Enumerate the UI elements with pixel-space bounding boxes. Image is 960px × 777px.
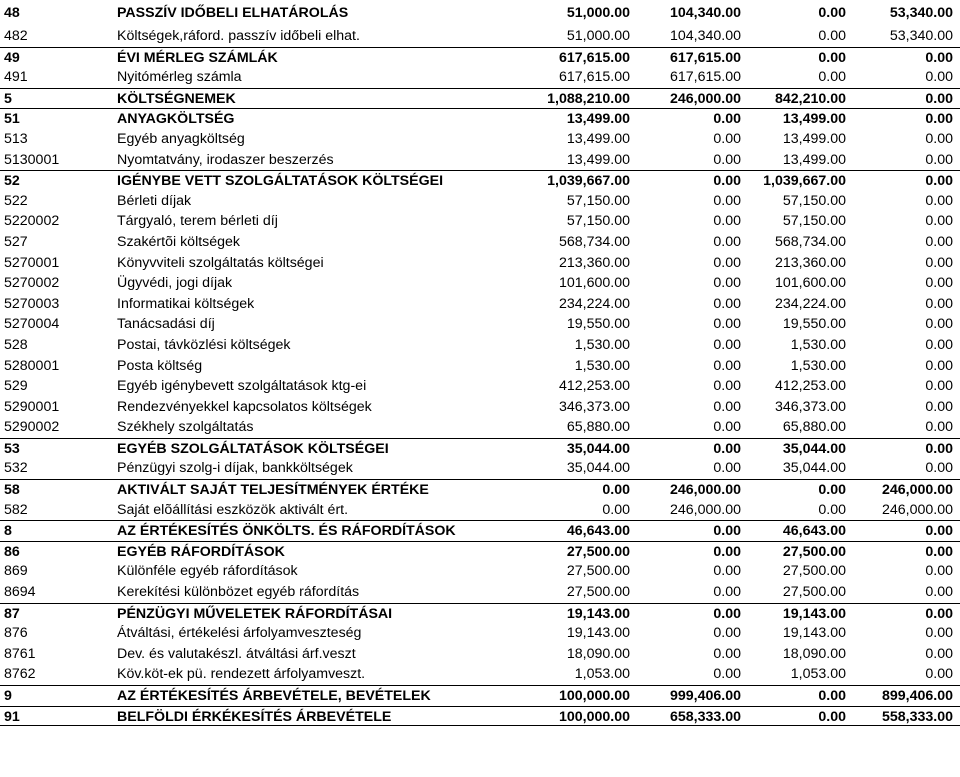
amount-col-4: 0.00 [925,69,953,86]
account-code: 876 [4,625,28,642]
amount-col-1: 213,360.00 [558,254,630,271]
table-row-group [0,108,960,129]
amount-col-4: 0.00 [925,336,953,353]
amount-col-3: 13,499.00 [782,111,846,128]
amount-col-2: 0.00 [713,357,741,374]
amount-col-2: 0.00 [713,316,741,333]
amount-col-4: 53,340.00 [889,5,953,21]
amount-col-2: 0.00 [713,192,741,209]
account-name: PASSZÍV IDŐBELI ELHATÁROLÁS [117,5,349,21]
account-name: Köv.köt-ek pü. rendezett árfolyamveszt. [117,666,366,683]
account-code: 5 [4,90,12,107]
amount-col-1: 18,090.00 [566,645,630,662]
account-name: Székhely szolgáltatás [117,419,254,436]
amount-col-3: 35,044.00 [782,440,846,457]
amount-col-1: 57,150.00 [566,192,630,209]
amount-col-2: 0.00 [713,173,741,190]
account-name: IGÉNYBE VETT SZOLGÁLTATÁSOK KÖLTSÉGEI [117,173,444,190]
account-name: Nyitómérleg számla [117,69,242,86]
amount-col-1: 19,143.00 [566,625,630,642]
table-row [0,253,960,274]
account-name: PÉNZÜGYI MŰVELETEK RÁFORDÍTÁSAI [117,605,393,622]
account-name: AKTIVÁLT SAJÁT TELJESÍTMÉNYEK ÉRTÉKE [117,482,429,499]
amount-col-4: 0.00 [925,398,953,415]
amount-col-4: 0.00 [925,173,953,190]
table-row [0,150,960,171]
amount-col-4: 0.00 [925,523,953,540]
amount-col-1: 13,499.00 [566,151,630,168]
account-code: 522 [4,192,28,209]
amount-col-2: 999,406.00 [669,688,741,704]
table-row-group [0,0,960,26]
table-row-group [0,88,960,109]
account-name: EGYÉB RÁFORDÍTÁSOK [117,543,285,560]
amount-col-2: 104,340.00 [669,5,741,21]
account-name: Saját elõállítási eszközök aktivált ért. [117,501,349,518]
amount-col-3: 213,360.00 [774,254,846,271]
amount-col-3: 0.00 [818,69,846,86]
account-name: Könyvviteli szolgáltatás költségei [117,254,324,271]
amount-col-1: 27,500.00 [566,584,630,601]
amount-col-2: 0.00 [713,295,741,312]
table-row [0,211,960,232]
amount-col-4: 0.00 [925,419,953,436]
amount-col-3: 13,499.00 [782,151,846,168]
table-row [0,644,960,665]
account-code: 8762 [4,666,36,683]
amount-col-3: 0.00 [818,688,846,704]
account-name: Posta költség [117,357,203,374]
amount-col-3: 1,039,667.00 [763,173,846,190]
account-code: 53 [4,440,20,457]
amount-col-3: 101,600.00 [774,275,846,292]
account-name: Bérleti díjak [117,192,192,209]
account-code: 8761 [4,645,36,662]
table-row-group [0,47,960,68]
account-code: 5130001 [4,151,60,168]
table-row [0,417,960,438]
amount-col-3: 19,143.00 [782,625,846,642]
amount-col-4: 0.00 [925,111,953,128]
account-name: Egyéb anyagköltség [117,130,245,147]
amount-col-2: 617,615.00 [669,49,741,66]
account-code: 86 [4,543,20,560]
amount-col-2: 0.00 [713,563,741,580]
amount-col-4: 0.00 [925,378,953,395]
account-code: 49 [4,49,20,66]
account-code: 528 [4,336,28,353]
account-code: 5270002 [4,275,60,292]
table-row [0,561,960,582]
table-row [0,582,960,603]
amount-col-4: 0.00 [925,49,953,66]
amount-col-1: 13,499.00 [566,130,630,147]
amount-col-4: 0.00 [925,460,953,477]
amount-col-1: 346,373.00 [558,398,630,415]
table-row [0,232,960,253]
table-row-group [0,541,960,562]
account-name: EGYÉB SZOLGÁLTATÁSOK KÖLTSÉGEI [117,440,389,457]
account-name: Tanácsadási díj [117,316,215,333]
account-code: 5220002 [4,213,60,230]
table-row-group [0,520,960,541]
table-row [0,26,960,47]
amount-col-1: 1,530.00 [574,336,630,353]
amount-col-4: 0.00 [925,233,953,250]
account-name: Egyéb igénybevett szolgáltatások ktg-ei [117,378,367,395]
account-code: 491 [4,69,28,86]
amount-col-2: 246,000.00 [669,501,741,518]
amount-col-3: 46,643.00 [782,523,846,540]
amount-col-4: 53,340.00 [889,28,953,44]
amount-col-4: 0.00 [925,440,953,457]
amount-col-2: 0.00 [713,645,741,662]
account-name: ANYAGKÖLTSÉG [117,111,235,128]
table-row [0,500,960,521]
account-name: Tárgyaló, terem bérleti díj [117,213,278,230]
amount-col-2: 0.00 [713,151,741,168]
table-row [0,458,960,479]
amount-col-3: 0.00 [818,5,846,21]
amount-col-3: 13,499.00 [782,130,846,147]
amount-col-2: 0.00 [713,666,741,683]
amount-col-4: 0.00 [925,584,953,601]
account-code: 5270003 [4,295,60,312]
table-row [0,356,960,377]
table-row [0,294,960,315]
amount-col-2: 0.00 [713,440,741,457]
account-code: 5290002 [4,419,60,436]
amount-col-3: 0.00 [818,482,846,499]
amount-col-1: 0.00 [602,501,630,518]
account-name: AZ ÉRTÉKESÍTÉS ÖNKÖLTS. ÉS RÁFORDÍTÁSOK [117,523,456,540]
account-name: Ügyvédi, jogi díjak [117,275,233,292]
amount-col-4: 0.00 [925,130,953,147]
account-name: Pénzügyi szolg-i díjak, bankköltségek [117,460,353,477]
account-code: 8694 [4,584,36,601]
account-code: 91 [4,708,20,725]
account-name: Szakértõi költségek [117,233,241,250]
amount-col-2: 0.00 [713,233,741,250]
amount-col-2: 0.00 [713,584,741,601]
table-row-group [0,170,960,191]
account-name: Postai, távközlési költségek [117,336,291,353]
amount-col-2: 0.00 [713,130,741,147]
account-name: AZ ÉRTÉKESÍTÉS ÁRBEVÉTELE, BEVÉTELEK [117,688,431,704]
account-code: 5270001 [4,254,60,271]
amount-col-4: 0.00 [925,605,953,622]
amount-col-2: 246,000.00 [669,482,741,499]
account-code: 48 [4,5,20,21]
amount-col-4: 0.00 [925,151,953,168]
amount-col-4: 0.00 [925,90,953,107]
account-name: Kerekítési különbözet egyéb ráfordítás [117,584,360,601]
amount-col-1: 19,550.00 [566,316,630,333]
amount-col-3: 346,373.00 [774,398,846,415]
amount-col-2: 0.00 [713,213,741,230]
account-name: Különféle egyéb ráfordítások [117,563,298,580]
amount-col-3: 1,530.00 [790,336,846,353]
amount-col-1: 1,530.00 [574,357,630,374]
amount-col-2: 0.00 [713,605,741,622]
amount-col-3: 842,210.00 [774,90,846,107]
account-name: ÉVI MÉRLEG SZÁMLÁK [117,49,278,66]
account-name: KÖLTSÉGNEMEK [117,90,236,107]
account-name: Informatikai költségek [117,295,255,312]
amount-col-3: 27,500.00 [782,563,846,580]
amount-col-4: 0.00 [925,645,953,662]
amount-col-2: 0.00 [713,398,741,415]
amount-col-2: 0.00 [713,460,741,477]
amount-col-4: 246,000.00 [881,482,953,499]
amount-col-1: 57,150.00 [566,213,630,230]
amount-col-1: 51,000.00 [566,5,630,21]
account-code: 513 [4,130,28,147]
account-code: 5290001 [4,398,60,415]
amount-col-3: 234,224.00 [774,295,846,312]
amount-col-4: 0.00 [925,625,953,642]
amount-col-1: 234,224.00 [558,295,630,312]
amount-col-2: 658,333.00 [669,708,741,725]
amount-col-4: 0.00 [925,192,953,209]
table-row [0,67,960,88]
amount-col-1: 1,039,667.00 [547,173,630,190]
account-code: 869 [4,563,28,580]
amount-col-3: 1,530.00 [790,357,846,374]
account-name: Dev. és valutakészl. átváltási árf.veszt [117,645,356,662]
amount-col-3: 27,500.00 [782,543,846,560]
amount-col-4: 558,333.00 [881,708,953,725]
amount-col-4: 0.00 [925,666,953,683]
account-code: 527 [4,233,28,250]
amount-col-4: 0.00 [925,254,953,271]
table-row [0,129,960,150]
amount-col-4: 0.00 [925,563,953,580]
account-code: 9 [4,688,12,704]
amount-col-4: 0.00 [925,213,953,230]
amount-col-1: 100,000.00 [558,688,630,704]
account-name: BELFÖLDI ÉRKÉKESÍTÉS ÁRBEVÉTELE [117,708,392,725]
amount-col-3: 19,550.00 [782,316,846,333]
amount-col-1: 617,615.00 [558,49,630,66]
amount-col-3: 65,880.00 [782,419,846,436]
amount-col-3: 0.00 [818,708,846,725]
account-code: 5270004 [4,316,60,333]
amount-col-4: 246,000.00 [881,501,953,518]
account-code: 51 [4,111,20,128]
table-row [0,191,960,212]
amount-col-1: 412,253.00 [558,378,630,395]
amount-col-2: 0.00 [713,625,741,642]
amount-col-3: 18,090.00 [782,645,846,662]
table-row-group [0,603,960,624]
amount-col-4: 0.00 [925,275,953,292]
amount-col-3: 35,044.00 [782,460,846,477]
account-name: Költségek,ráford. passzív időbeli elhat. [117,28,360,44]
table-row-group [0,706,960,727]
amount-col-2: 617,615.00 [669,69,741,86]
table-row [0,314,960,335]
account-code: 52 [4,173,20,190]
amount-col-3: 0.00 [818,49,846,66]
amount-col-4: 0.00 [925,295,953,312]
amount-col-3: 0.00 [818,28,846,44]
amount-col-3: 19,143.00 [782,605,846,622]
table-row [0,335,960,356]
amount-col-2: 0.00 [713,336,741,353]
amount-col-1: 27,500.00 [566,563,630,580]
table-row-group [0,438,960,459]
amount-col-1: 568,734.00 [558,233,630,250]
amount-col-1: 27,500.00 [566,543,630,560]
amount-col-1: 46,643.00 [566,523,630,540]
amount-col-1: 101,600.00 [558,275,630,292]
account-code: 87 [4,605,20,622]
amount-col-3: 412,253.00 [774,378,846,395]
amount-col-2: 0.00 [713,111,741,128]
amount-col-1: 13,499.00 [566,111,630,128]
amount-col-1: 19,143.00 [566,605,630,622]
amount-col-3: 27,500.00 [782,584,846,601]
account-code: 482 [4,28,28,44]
amount-col-3: 57,150.00 [782,213,846,230]
amount-col-1: 51,000.00 [566,28,630,44]
table-row-group [0,479,960,500]
account-code: 8 [4,523,12,540]
amount-col-4: 0.00 [925,543,953,560]
amount-col-2: 0.00 [713,254,741,271]
account-name: Átváltási, értékelési árfolyamveszteség [117,625,362,642]
amount-col-3: 1,053.00 [790,666,846,683]
account-code: 58 [4,482,20,499]
amount-col-4: 0.00 [925,316,953,333]
table-row [0,273,960,294]
amount-col-1: 1,053.00 [574,666,630,683]
amount-col-3: 0.00 [818,501,846,518]
amount-col-1: 100,000.00 [558,708,630,725]
amount-col-2: 104,340.00 [669,28,741,44]
account-name: Nyomtatvány, irodaszer beszerzés [117,151,334,168]
amount-col-4: 0.00 [925,357,953,374]
amount-col-1: 1,088,210.00 [547,90,630,107]
amount-col-1: 35,044.00 [566,460,630,477]
account-code: 532 [4,460,28,477]
amount-col-3: 568,734.00 [774,233,846,250]
amount-col-2: 246,000.00 [669,90,741,107]
amount-col-3: 57,150.00 [782,192,846,209]
amount-col-2: 0.00 [713,378,741,395]
amount-col-2: 0.00 [713,543,741,560]
table-row [0,376,960,397]
amount-col-2: 0.00 [713,419,741,436]
table-row [0,397,960,418]
account-name: Rendezvényekkel kapcsolatos költségek [117,398,372,415]
amount-col-2: 0.00 [713,523,741,540]
table-row [0,623,960,644]
amount-col-1: 65,880.00 [566,419,630,436]
amount-col-2: 0.00 [713,275,741,292]
amount-col-4: 899,406.00 [881,688,953,704]
table-row [0,664,960,685]
account-code: 5280001 [4,357,60,374]
amount-col-1: 617,615.00 [558,69,630,86]
amount-col-1: 0.00 [602,482,630,499]
account-code: 582 [4,501,28,518]
account-code: 529 [4,378,28,395]
amount-col-1: 35,044.00 [566,440,630,457]
table-row-group [0,685,960,706]
